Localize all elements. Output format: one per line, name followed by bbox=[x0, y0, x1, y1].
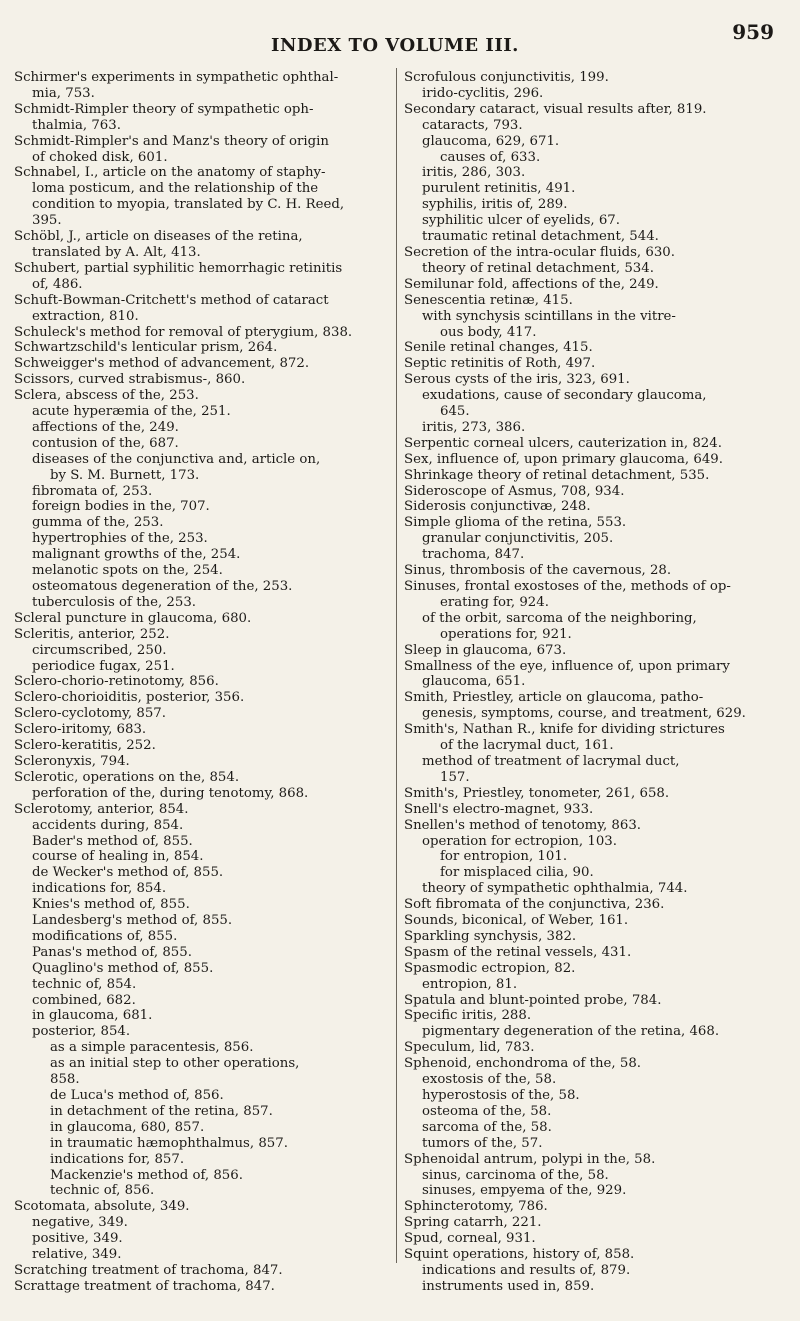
index-entry: Spring catarrh, 221. bbox=[404, 1215, 542, 1231]
index-entry: cataracts, 793. bbox=[422, 117, 523, 133]
index-entry: iritis, 286, 303. bbox=[422, 165, 526, 181]
index-entry: Scrofulous conjunctivitis, 199. bbox=[404, 70, 609, 85]
index-entry: sinuses, empyema of the, 929. bbox=[422, 1183, 627, 1199]
index-entry: affections of the, 249. bbox=[32, 419, 179, 435]
index-entry: operations for, 921. bbox=[440, 626, 572, 642]
index-entry: Secretion of the intra-ocular fluids, 630. bbox=[404, 244, 675, 260]
index-entry: accidents during, 854. bbox=[32, 817, 184, 833]
index-entry: of, 486. bbox=[32, 276, 83, 292]
index-entry: Scleronyxis, 794. bbox=[14, 753, 130, 769]
index-entry: Smallness of the eye, influence of, upon primary bbox=[404, 658, 730, 674]
index-entry: periodice fugax, 251. bbox=[32, 658, 175, 674]
index-entry: 395. bbox=[32, 213, 62, 229]
index-entry: Sclerotomy, anterior, 854. bbox=[14, 801, 189, 817]
index-entry: Sclero-chorio-retinotomy, 856. bbox=[14, 674, 219, 690]
index-entry: Schöbl, J., article on diseases of the retina, bbox=[14, 229, 303, 245]
index-entry: as an initial step to other operations, bbox=[50, 1056, 300, 1072]
index-entry: osteoma of the, 58. bbox=[422, 1103, 552, 1119]
index-entry: osteomatous degeneration of the, 253. bbox=[32, 579, 293, 594]
index-entry: hyperostosis of the, 58. bbox=[422, 1088, 580, 1103]
index-entry: Schmidt-Rimpler theory of sympathetic oph- bbox=[14, 101, 314, 117]
index-entry: hypertrophies of the, 253. bbox=[32, 531, 208, 547]
index-entry: Sclero-iritomy, 683. bbox=[14, 722, 147, 738]
index-entry: Sclero-keratitis, 252. bbox=[14, 738, 156, 754]
index-entry: Sinuses, frontal exostoses of the, methods of op- bbox=[404, 579, 731, 594]
index-entry: Spatula and blunt-pointed probe, 784. bbox=[404, 992, 662, 1008]
index-entry: diseases of the conjunctiva and, article on, bbox=[32, 451, 321, 467]
index-entry: sinus, carcinoma of the, 58. bbox=[422, 1167, 609, 1183]
index-entry: thalmia, 763. bbox=[32, 117, 121, 133]
index-entry: indications for, 857. bbox=[50, 1151, 185, 1167]
index-entry: acute hyperæmia of the, 251. bbox=[32, 404, 231, 420]
index-entry: foreign bodies in the, 707. bbox=[32, 499, 210, 515]
index-entry: Spasm of the retinal vessels, 431. bbox=[404, 944, 632, 960]
index-entry: Bader's method of, 855. bbox=[32, 833, 193, 849]
index-entry: modifications of, 855. bbox=[32, 928, 178, 944]
index-entry: method of treatment of lacrymal duct, bbox=[422, 753, 680, 769]
index-entry: erating for, 924. bbox=[440, 594, 549, 610]
index-entry: Quaglino's method of, 855. bbox=[32, 960, 214, 976]
index-entry: granular conjunctivitis, 205. bbox=[422, 531, 614, 547]
index-entry: for entropion, 101. bbox=[440, 849, 568, 865]
index-entry: purulent retinitis, 491. bbox=[422, 181, 576, 197]
index-entry: syphilitic ulcer of eyelids, 67. bbox=[422, 213, 620, 229]
index-entry: for misplaced cilia, 90. bbox=[440, 865, 594, 881]
index-entry: Semilunar fold, affections of the, 249. bbox=[404, 276, 659, 292]
index-entry: positive, 349. bbox=[32, 1231, 123, 1247]
index-entry: translated by A. Alt, 413. bbox=[32, 244, 201, 260]
index-entry: combined, 682. bbox=[32, 992, 136, 1008]
index-entry: operation for ectropion, 103. bbox=[422, 833, 617, 849]
index-entry: Schweigger's method of advancement, 872. bbox=[14, 356, 310, 372]
index-entry: Senile retinal changes, 415. bbox=[404, 340, 593, 356]
index-entry: Serous cysts of the iris, 323, 691. bbox=[404, 372, 630, 388]
index-entry: contusion of the, 687. bbox=[32, 435, 179, 451]
index-entry: Septic retinitis of Roth, 497. bbox=[404, 356, 596, 372]
index-entry: by S. M. Burnett, 173. bbox=[50, 467, 200, 483]
index-entry: Secondary cataract, visual results after, 819. bbox=[404, 101, 707, 117]
index-entry: sarcoma of the, 58. bbox=[422, 1119, 552, 1135]
index-entry: Serpentic corneal ulcers, cauterization in, 824. bbox=[404, 435, 722, 451]
index-entry: Schuleck's method for removal of pterygium, 838. bbox=[14, 324, 353, 340]
index-entry: Sex, influence of, upon primary glaucoma, 649. bbox=[404, 451, 723, 467]
index-entry: in traumatic hæmophthalmus, 857. bbox=[50, 1135, 288, 1151]
index-entry: Panas's method of, 855. bbox=[32, 944, 192, 960]
index-entry: Snellen's method of tenotomy, 863. bbox=[404, 817, 642, 833]
index-entry: Knies's method of, 855. bbox=[32, 897, 190, 913]
index-entry: Snell's electro-magnet, 933. bbox=[404, 801, 594, 817]
index-entry: Mackenzie's method of, 856. bbox=[50, 1167, 243, 1183]
index-entry: of choked disk, 601. bbox=[32, 149, 168, 165]
index-entry: negative, 349. bbox=[32, 1215, 128, 1231]
index-entry: exostosis of the, 58. bbox=[422, 1072, 557, 1088]
index-entry: technic of, 854. bbox=[32, 976, 137, 992]
index-entry: causes of, 633. bbox=[440, 149, 541, 165]
index-entry: melanotic spots on the, 254. bbox=[32, 563, 223, 579]
index-entry: Specific iritis, 288. bbox=[404, 1008, 532, 1024]
index-entry: glaucoma, 651. bbox=[422, 674, 526, 690]
index-entry: Senescentia retinæ, 415. bbox=[404, 292, 573, 308]
index-column-right bbox=[404, 70, 788, 1295]
index-entry: Soft fibromata of the conjunctiva, 236. bbox=[404, 897, 665, 913]
index-entry: ous body, 417. bbox=[440, 324, 537, 340]
index-entry: as a simple paracentesis, 856. bbox=[50, 1040, 254, 1056]
index-entry: indications for, 854. bbox=[32, 881, 167, 897]
column-divider bbox=[396, 68, 397, 1263]
index-entry: mia, 753. bbox=[32, 85, 95, 101]
index-entry: condition to myopia, translated by C. H. Reed, bbox=[32, 197, 345, 213]
index-entry: relative, 349. bbox=[32, 1247, 122, 1263]
index-entry: genesis, symptoms, course, and treatment, 629. bbox=[422, 706, 746, 722]
index-entry: Schirmer's experiments in sympathetic ophthal- bbox=[14, 70, 339, 85]
index-entry: with synchysis scintillans in the vitre- bbox=[422, 308, 676, 324]
index-entry: technic of, 856. bbox=[50, 1183, 155, 1199]
index-entry: tuberculosis of the, 253. bbox=[32, 594, 197, 610]
index-entry: pigmentary degeneration of the retina, 468. bbox=[422, 1024, 720, 1040]
index-entry: Sleep in glaucoma, 673. bbox=[404, 642, 567, 658]
index-entry: Sclerotic, operations on the, 854. bbox=[14, 769, 240, 785]
index-entry: Scleritis, anterior, 252. bbox=[14, 626, 170, 642]
index-entry: iritis, 273, 386. bbox=[422, 419, 526, 435]
index-entry: Scratching treatment of trachoma, 847. bbox=[14, 1262, 283, 1278]
index-entry: Schmidt-Rimpler's and Manz's theory of origin bbox=[14, 133, 329, 149]
index-entry: entropion, 81. bbox=[422, 976, 518, 992]
index-entry: Scrattage treatment of trachoma, 847. bbox=[14, 1278, 275, 1294]
index-entry: instruments used in, 859. bbox=[422, 1278, 595, 1294]
index-entry: posterior, 854. bbox=[32, 1024, 131, 1040]
index-entry: circumscribed, 250. bbox=[32, 642, 167, 658]
index-entry: Scissors, curved strabismus-, 860. bbox=[14, 372, 246, 388]
index-entry: Spasmodic ectropion, 82. bbox=[404, 960, 576, 976]
index-entry: syphilis, iritis of, 289. bbox=[422, 197, 568, 213]
index-entry: Sparkling synchysis, 382. bbox=[404, 928, 577, 944]
index-entry: malignant growths of the, 254. bbox=[32, 547, 241, 563]
index-entry: theory of retinal detachment, 534. bbox=[422, 260, 654, 276]
index-entry: Shrinkage theory of retinal detachment, 535. bbox=[404, 467, 710, 483]
index-entry: Smith, Priestley, article on glaucoma, patho- bbox=[404, 690, 704, 706]
index-entry: theory of sympathetic ophthalmia, 744. bbox=[422, 881, 688, 897]
index-entry: 858. bbox=[50, 1072, 80, 1088]
index-entry: traumatic retinal detachment, 544. bbox=[422, 229, 659, 245]
index-entry: Schnabel, I., article on the anatomy of staphy- bbox=[14, 165, 326, 181]
index-entry: Smith's, Priestley, tonometer, 261, 658. bbox=[404, 785, 670, 801]
index-column-left bbox=[14, 70, 386, 1295]
index-entry: Schwartzschild's lenticular prism, 264. bbox=[14, 340, 278, 356]
index-entry: Siderosis conjunctivæ, 248. bbox=[404, 499, 591, 515]
index-entry: of the orbit, sarcoma of the neighboring, bbox=[422, 610, 697, 626]
index-entry: gumma of the, 253. bbox=[32, 515, 164, 531]
page-number: 959 bbox=[732, 20, 774, 44]
index-entry: de Wecker's method of, 855. bbox=[32, 865, 224, 881]
index-entry: indications and results of, 879. bbox=[422, 1262, 631, 1278]
index-entry: fibromata of, 253. bbox=[32, 483, 153, 499]
index-entry: Sclero-cyclotomy, 857. bbox=[14, 706, 166, 722]
index-entry: Smith's, Nathan R., knife for dividing strictures bbox=[404, 722, 725, 738]
index-entry: Sinus, thrombosis of the cavernous, 28. bbox=[404, 563, 672, 579]
index-entry: 157. bbox=[440, 769, 470, 785]
page-title: INDEX TO VOLUME III. bbox=[271, 35, 519, 56]
index-entry: extraction, 810. bbox=[32, 308, 139, 324]
index-entry: Squint operations, history of, 858. bbox=[404, 1247, 635, 1263]
index-entry: 645. bbox=[440, 404, 470, 420]
index-entry: Sphenoid, enchondroma of the, 58. bbox=[404, 1056, 642, 1072]
index-entry: in detachment of the retina, 857. bbox=[50, 1103, 273, 1119]
index-entry: Sounds, biconical, of Weber, 161. bbox=[404, 913, 629, 929]
index-entry: of the lacrymal duct, 161. bbox=[440, 738, 614, 754]
index-entry: Speculum, lid, 783. bbox=[404, 1040, 535, 1056]
index-entry: Scotomata, absolute, 349. bbox=[14, 1199, 190, 1215]
index-entry: Landesberg's method of, 855. bbox=[32, 913, 233, 929]
index-entry: trachoma, 847. bbox=[422, 547, 525, 563]
index-entry: Simple glioma of the retina, 553. bbox=[404, 515, 627, 531]
index-entry: glaucoma, 629, 671. bbox=[422, 133, 560, 149]
index-entry: de Luca's method of, 856. bbox=[50, 1088, 224, 1103]
index-entry: irido-cyclitis, 296. bbox=[422, 85, 544, 101]
index-entry: Spud, corneal, 931. bbox=[404, 1231, 536, 1247]
index-entry: Schubert, partial syphilitic hemorrhagic retinitis bbox=[14, 260, 343, 276]
index-entry: tumors of the, 57. bbox=[422, 1135, 543, 1151]
index-entry: perforation of the, during tenotomy, 868. bbox=[32, 785, 309, 801]
index-entry: course of healing in, 854. bbox=[32, 849, 204, 865]
index-entry: Sphincterotomy, 786. bbox=[404, 1199, 548, 1215]
index-entry: Schuft-Bowman-Critchett's method of cataract bbox=[14, 292, 329, 308]
index-entry: Scleral puncture in glaucoma, 680. bbox=[14, 610, 252, 626]
index-entry: in glaucoma, 680, 857. bbox=[50, 1119, 205, 1135]
index-entry: Sclera, abscess of the, 253. bbox=[14, 388, 199, 404]
index-entry: in glaucoma, 681. bbox=[32, 1008, 153, 1024]
index-entry: Sphenoidal antrum, polypi in the, 58. bbox=[404, 1151, 656, 1167]
index-entry: Sideroscope of Asmus, 708, 934. bbox=[404, 483, 625, 499]
index-entry: loma posticum, and the relationship of the bbox=[32, 181, 319, 197]
index-entry: Sclero-chorioiditis, posterior, 356. bbox=[14, 690, 245, 706]
index-entry: exudations, cause of secondary glaucoma, bbox=[422, 388, 707, 404]
